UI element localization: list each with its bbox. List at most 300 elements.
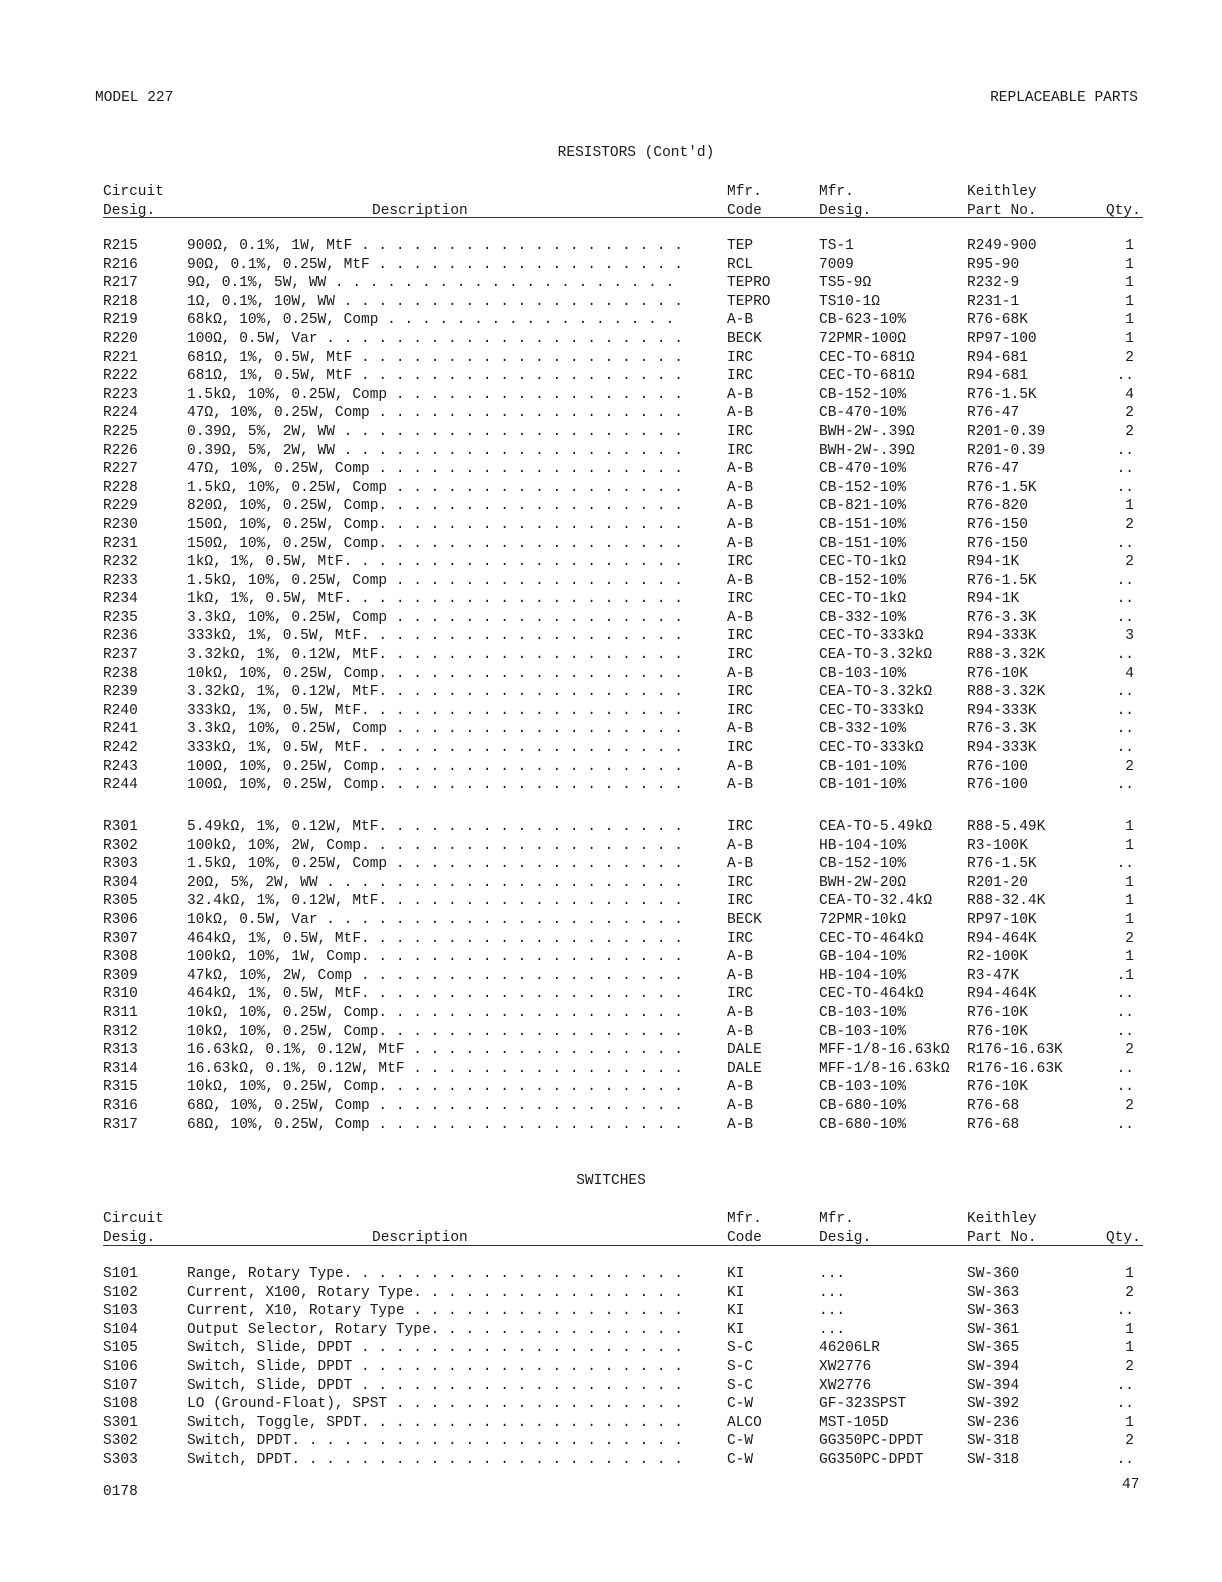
quantity: .. bbox=[1116, 1451, 1134, 1468]
keithley-part-no: R76-1.5K bbox=[967, 386, 1037, 403]
keithley-part-no: R231-1 bbox=[967, 293, 1020, 310]
table-row bbox=[0, 610, 1222, 629]
quantity: 1 bbox=[1125, 911, 1134, 928]
mfr-code: A-B bbox=[727, 1097, 754, 1114]
description: 9Ω, 0.1%, 5W, WW . . . bbox=[187, 275, 683, 291]
switches-title: SWITCHES bbox=[576, 1173, 646, 1189]
mfr-code: TEPRO bbox=[727, 293, 771, 310]
table-row bbox=[0, 968, 1222, 987]
description: 333kΩ, 1%, 0.5W, MtF. . . . bbox=[187, 628, 683, 644]
table-row bbox=[0, 1359, 1222, 1378]
description: 333kΩ, 1%, 0.5W, MtF. . . . bbox=[187, 740, 683, 756]
circuit-desig: R312 bbox=[103, 1023, 138, 1040]
mfr-desig: BWH-2W-.39Ω bbox=[819, 442, 915, 459]
quantity: .. bbox=[1116, 986, 1134, 1003]
keithley-part-no: R76-100 bbox=[967, 758, 1028, 775]
mfr-code: IRC bbox=[727, 442, 754, 459]
mfr-desig: GB-104-10% bbox=[819, 949, 907, 966]
quantity: 2 bbox=[1125, 516, 1134, 533]
mfr-desig: 72PMR-10kΩ bbox=[819, 911, 907, 928]
keithley-part-no: R88-3.32K bbox=[967, 684, 1046, 701]
mfr-desig: TS10-1Ω bbox=[819, 293, 880, 310]
mfr-code: BECK bbox=[727, 330, 762, 347]
table-row bbox=[0, 573, 1222, 592]
table-row bbox=[0, 893, 1222, 912]
circuit-desig: R237 bbox=[103, 647, 138, 664]
mfr-code: IRC bbox=[727, 986, 754, 1003]
mfr-desig: ... bbox=[819, 1303, 846, 1320]
keithley-part-no: SW-394 bbox=[967, 1358, 1020, 1375]
mfr-code: C-W bbox=[727, 1433, 754, 1450]
circuit-desig: R227 bbox=[103, 461, 138, 478]
keithley-part-no: SW-365 bbox=[967, 1340, 1020, 1357]
mfr-desig: CEA-TO-3.32kΩ bbox=[819, 684, 933, 701]
circuit-desig: R220 bbox=[103, 330, 138, 347]
circuit-desig: R317 bbox=[103, 1116, 138, 1133]
table-row bbox=[0, 405, 1222, 424]
quantity: 1 bbox=[1125, 1340, 1134, 1357]
switches-table bbox=[0, 1266, 1222, 1471]
quantity: .. bbox=[1116, 721, 1134, 738]
mfr-code: TEPRO bbox=[727, 275, 771, 292]
keithley-part-no: R94-333K bbox=[967, 628, 1037, 645]
mfr-code: A-B bbox=[727, 386, 754, 403]
quantity: 2 bbox=[1125, 554, 1134, 571]
table-row bbox=[0, 480, 1222, 499]
resistors-header-rule bbox=[103, 217, 1143, 218]
table-row bbox=[0, 591, 1222, 610]
keithley-part-no: R201-0.39 bbox=[967, 442, 1046, 459]
mfr-code: A-B bbox=[727, 1023, 754, 1040]
mfr-desig: CEC-TO-681Ω bbox=[819, 368, 915, 385]
table-row bbox=[0, 1061, 1222, 1080]
mfr-code: IRC bbox=[727, 591, 754, 608]
mfr-code: IRC bbox=[727, 647, 754, 664]
table-row bbox=[0, 517, 1222, 536]
circuit-desig: R306 bbox=[103, 911, 138, 928]
table-row bbox=[0, 1415, 1222, 1434]
mfr-desig: CEC-TO-1kΩ bbox=[819, 554, 907, 571]
mfr-desig: GF-323SPST bbox=[819, 1396, 907, 1413]
mfr-code: A-B bbox=[727, 1079, 754, 1096]
table-row bbox=[0, 986, 1222, 1005]
mfr-code: S-C bbox=[727, 1358, 754, 1375]
table-row bbox=[0, 294, 1222, 313]
table-row bbox=[0, 1322, 1222, 1341]
circuit-desig: R232 bbox=[103, 554, 138, 571]
quantity: .. bbox=[1116, 1004, 1134, 1021]
quantity: .. bbox=[1116, 702, 1134, 719]
mfr-code: ALCO bbox=[727, 1414, 762, 1431]
mfr-desig: CB-152-10% bbox=[819, 856, 907, 873]
keithley-part-no: R232-9 bbox=[967, 275, 1020, 292]
description: Switch, Toggle, SPDT. . . . bbox=[187, 1415, 683, 1431]
keithley-part-no: R76-1.5K bbox=[967, 572, 1037, 589]
mfr-desig: CB-821-10% bbox=[819, 498, 907, 515]
keithley-part-no: R176-16.63K bbox=[967, 1042, 1063, 1059]
quantity: .1 bbox=[1116, 967, 1134, 984]
keithley-part-no: R201-0.39 bbox=[967, 423, 1046, 440]
quantity: .. bbox=[1116, 647, 1134, 664]
quantity: .. bbox=[1116, 591, 1134, 608]
table-row bbox=[0, 1005, 1222, 1024]
circuit-desig: R238 bbox=[103, 665, 138, 682]
col-qty: Qty. bbox=[1106, 1230, 1141, 1246]
description: 90Ω, 0.1%, 0.25W, MtF . . . bbox=[187, 257, 683, 273]
table-row bbox=[0, 1378, 1222, 1397]
mfr-desig: TS5-9Ω bbox=[819, 275, 872, 292]
keithley-part-no: R76-150 bbox=[967, 516, 1028, 533]
description: 100Ω, 0.5W, Var . . . bbox=[187, 331, 683, 347]
quantity: 1 bbox=[1125, 1266, 1134, 1282]
mfr-code: IRC bbox=[727, 702, 754, 719]
mfr-desig: CEA-TO-32.4kΩ bbox=[819, 893, 933, 910]
circuit-desig: S103 bbox=[103, 1303, 138, 1320]
description: 820Ω, 10%, 0.25W, Comp. . . . bbox=[187, 498, 683, 514]
description: 1Ω, 0.1%, 10W, WW . . . bbox=[187, 294, 683, 310]
mfr-code: IRC bbox=[727, 554, 754, 571]
circuit-desig: R316 bbox=[103, 1097, 138, 1114]
keithley-part-no: R76-10K bbox=[967, 1004, 1028, 1021]
circuit-desig: S303 bbox=[103, 1451, 138, 1468]
keithley-part-no: R94-333K bbox=[967, 702, 1037, 719]
description: 1.5kΩ, 10%, 0.25W, Comp . . . bbox=[187, 856, 683, 872]
description: 3.32kΩ, 1%, 0.12W, MtF. . . . bbox=[187, 684, 683, 700]
keithley-part-no: R94-681 bbox=[967, 349, 1028, 366]
mfr-code: IRC bbox=[727, 893, 754, 910]
col-circuit: Circuit bbox=[103, 184, 164, 200]
mfr-desig: CEC-TO-333kΩ bbox=[819, 740, 924, 757]
keithley-part-no: SW-363 bbox=[967, 1303, 1020, 1320]
keithley-part-no: RP97-100 bbox=[967, 330, 1037, 347]
table-row bbox=[0, 1340, 1222, 1359]
keithley-part-no: R176-16.63K bbox=[967, 1060, 1063, 1077]
keithley-part-no: R95-90 bbox=[967, 256, 1020, 273]
description: 100Ω, 10%, 0.25W, Comp. . . . bbox=[187, 777, 683, 793]
table-row bbox=[0, 257, 1222, 276]
mfr-desig: CEC-TO-333kΩ bbox=[819, 628, 924, 645]
keithley-part-no: R94-464K bbox=[967, 986, 1037, 1003]
keithley-part-no: R94-681 bbox=[967, 368, 1028, 385]
mfr-code: A-B bbox=[727, 312, 754, 329]
quantity: .. bbox=[1116, 609, 1134, 626]
mfr-code: IRC bbox=[727, 368, 754, 385]
mfr-code: A-B bbox=[727, 461, 754, 478]
mfr-desig: MFF-1/8-16.63kΩ bbox=[819, 1042, 950, 1059]
description: 0.39Ω, 5%, 2W, WW . . . bbox=[187, 424, 683, 440]
keithley-part-no: R76-1.5K bbox=[967, 856, 1037, 873]
description: 1.5kΩ, 10%, 0.25W, Comp . . . bbox=[187, 480, 683, 496]
table-row bbox=[0, 759, 1222, 778]
table-row bbox=[0, 498, 1222, 517]
quantity: 2 bbox=[1125, 1042, 1134, 1059]
quantity: .. bbox=[1116, 442, 1134, 459]
circuit-desig: R302 bbox=[103, 837, 138, 854]
description: 3.3kΩ, 10%, 0.25W, Comp . . . bbox=[187, 721, 683, 737]
keithley-part-no: R76-1.5K bbox=[967, 479, 1037, 496]
mfr-desig: CB-332-10% bbox=[819, 609, 907, 626]
col-circuit: Circuit bbox=[103, 1211, 164, 1227]
mfr-desig: CB-152-10% bbox=[819, 386, 907, 403]
keithley-part-no: SW-394 bbox=[967, 1377, 1020, 1394]
table-row bbox=[0, 387, 1222, 406]
circuit-desig: R233 bbox=[103, 572, 138, 589]
table-row bbox=[0, 536, 1222, 555]
description: 3.3kΩ, 10%, 0.25W, Comp . . . bbox=[187, 610, 683, 626]
quantity: 2 bbox=[1125, 349, 1134, 366]
description: 150Ω, 10%, 0.25W, Comp. . . . bbox=[187, 536, 683, 552]
circuit-desig: R219 bbox=[103, 312, 138, 329]
quantity: 2 bbox=[1125, 1433, 1134, 1450]
mfr-code: C-W bbox=[727, 1396, 754, 1413]
description: 68kΩ, 10%, 0.25W, Comp . . . bbox=[187, 312, 683, 328]
circuit-desig: R244 bbox=[103, 777, 138, 794]
description: 16.63kΩ, 0.1%, 0.12W, MtF . . . bbox=[187, 1061, 683, 1077]
quantity: 1 bbox=[1125, 949, 1134, 966]
mfr-desig: HB-104-10% bbox=[819, 837, 907, 854]
table-row bbox=[0, 912, 1222, 931]
mfr-desig: CEC-TO-464kΩ bbox=[819, 930, 924, 947]
mfr-code: A-B bbox=[727, 967, 754, 984]
description: Switch, DPDT. . . . bbox=[187, 1452, 683, 1468]
quantity: 1 bbox=[1125, 498, 1134, 515]
keithley-part-no: R2-100K bbox=[967, 949, 1028, 966]
description: 32.4kΩ, 1%, 0.12W, MtF. . . . bbox=[187, 893, 683, 909]
mfr-desig: ... bbox=[819, 1321, 846, 1338]
table-row bbox=[0, 443, 1222, 462]
mfr-code: A-B bbox=[727, 479, 754, 496]
description: 47Ω, 10%, 0.25W, Comp . . . bbox=[187, 461, 683, 477]
circuit-desig: S108 bbox=[103, 1396, 138, 1413]
keithley-part-no: R76-3.3K bbox=[967, 609, 1037, 626]
table-row bbox=[0, 1117, 1222, 1136]
quantity: 2 bbox=[1125, 405, 1134, 422]
circuit-desig: S102 bbox=[103, 1284, 138, 1301]
mfr-desig: CEC-TO-333kΩ bbox=[819, 702, 924, 719]
mfr-desig: ... bbox=[819, 1284, 846, 1301]
mfr-desig: CB-470-10% bbox=[819, 461, 907, 478]
circuit-desig: R218 bbox=[103, 293, 138, 310]
description: 1kΩ, 1%, 0.5W, MtF. . . . bbox=[187, 591, 683, 607]
description: Switch, DPDT. . . . bbox=[187, 1433, 683, 1449]
mfr-desig: CB-151-10% bbox=[819, 516, 907, 533]
mfr-code: A-B bbox=[727, 405, 754, 422]
table-row bbox=[0, 740, 1222, 759]
table-row bbox=[0, 1042, 1222, 1061]
table-row bbox=[0, 819, 1222, 838]
mfr-code: TEP bbox=[727, 238, 754, 254]
quantity: .. bbox=[1116, 1060, 1134, 1077]
circuit-desig: R223 bbox=[103, 386, 138, 403]
table-row bbox=[0, 838, 1222, 857]
quantity: .. bbox=[1116, 1079, 1134, 1096]
quantity: 1 bbox=[1125, 312, 1134, 329]
section-header: REPLACEABLE PARTS bbox=[990, 90, 1138, 106]
keithley-part-no: R76-10K bbox=[967, 1079, 1028, 1096]
mfr-desig: CEC-TO-464kΩ bbox=[819, 986, 924, 1003]
table-row bbox=[0, 238, 1222, 257]
circuit-desig: R315 bbox=[103, 1079, 138, 1096]
mfr-code: RCL bbox=[727, 256, 754, 273]
model-label: MODEL 227 bbox=[95, 90, 174, 106]
mfr-code: IRC bbox=[727, 684, 754, 701]
quantity: 1 bbox=[1125, 293, 1134, 310]
keithley-part-no: R88-3.32K bbox=[967, 647, 1046, 664]
mfr-desig: CB-103-10% bbox=[819, 1023, 907, 1040]
table-row bbox=[0, 350, 1222, 369]
circuit-desig: R308 bbox=[103, 949, 138, 966]
quantity: .. bbox=[1116, 479, 1134, 496]
mfr-code: C-W bbox=[727, 1451, 754, 1468]
keithley-part-no: R76-68 bbox=[967, 1097, 1020, 1114]
mfr-desig: BWH-2W-.39Ω bbox=[819, 423, 915, 440]
circuit-desig: R309 bbox=[103, 967, 138, 984]
table-row bbox=[0, 647, 1222, 666]
mfr-code: A-B bbox=[727, 758, 754, 775]
keithley-part-no: SW-318 bbox=[967, 1433, 1020, 1450]
table-row bbox=[0, 1266, 1222, 1285]
quantity: 1 bbox=[1125, 238, 1134, 254]
description: 0.39Ω, 5%, 2W, WW . . . bbox=[187, 443, 683, 459]
table-row bbox=[0, 424, 1222, 443]
quantity: 1 bbox=[1125, 837, 1134, 854]
keithley-part-no: R76-68K bbox=[967, 312, 1028, 329]
mfr-desig: CEC-TO-681Ω bbox=[819, 349, 915, 366]
mfr-desig: CB-103-10% bbox=[819, 1079, 907, 1096]
mfr-desig: CB-680-10% bbox=[819, 1116, 907, 1133]
quantity: .. bbox=[1116, 1023, 1134, 1040]
mfr-code: KI bbox=[727, 1284, 745, 1301]
switches-column-headers bbox=[0, 1210, 1222, 1250]
col-part-no: Part No. bbox=[967, 203, 1037, 219]
mfr-desig: GG350PC-DPDT bbox=[819, 1451, 924, 1468]
page-number: 47 bbox=[1122, 1477, 1140, 1493]
col-mfr-code-label: Mfr. bbox=[727, 184, 762, 200]
col-description: Description bbox=[372, 1230, 468, 1246]
col-description: Description bbox=[372, 203, 468, 219]
table-row bbox=[0, 1396, 1222, 1415]
mfr-code: A-B bbox=[727, 572, 754, 589]
quantity: 2 bbox=[1125, 1358, 1134, 1375]
keithley-part-no: R76-820 bbox=[967, 498, 1028, 515]
mfr-desig: XW2776 bbox=[819, 1358, 872, 1375]
keithley-part-no: R76-10K bbox=[967, 665, 1028, 682]
resistors-table-r200 bbox=[0, 238, 1222, 796]
mfr-desig: MFF-1/8-16.63kΩ bbox=[819, 1060, 950, 1077]
table-row bbox=[0, 1024, 1222, 1043]
description: 681Ω, 1%, 0.5W, MtF . . . bbox=[187, 350, 683, 366]
keithley-part-no: R76-150 bbox=[967, 535, 1028, 552]
keithley-part-no: SW-361 bbox=[967, 1321, 1020, 1338]
mfr-code: IRC bbox=[727, 930, 754, 947]
mfr-code: A-B bbox=[727, 535, 754, 552]
keithley-part-no: R201-20 bbox=[967, 874, 1028, 891]
circuit-desig: R226 bbox=[103, 442, 138, 459]
quantity: .. bbox=[1116, 572, 1134, 589]
circuit-desig: R229 bbox=[103, 498, 138, 515]
table-row bbox=[0, 1433, 1222, 1452]
description: Current, X10, Rotary Type . . . bbox=[187, 1303, 683, 1319]
circuit-desig: R239 bbox=[103, 684, 138, 701]
circuit-desig: R304 bbox=[103, 874, 138, 891]
description: 10kΩ, 0.5W, Var . . . bbox=[187, 912, 683, 928]
resistors-table-r300 bbox=[0, 819, 1222, 1135]
description: 16.63kΩ, 0.1%, 0.12W, MtF . . . bbox=[187, 1042, 683, 1058]
description: Switch, Slide, DPDT . . . bbox=[187, 1378, 683, 1394]
quantity: .. bbox=[1116, 461, 1134, 478]
keithley-part-no: SW-236 bbox=[967, 1414, 1020, 1431]
circuit-desig: R301 bbox=[103, 819, 138, 835]
table-row bbox=[0, 703, 1222, 722]
description: 10kΩ, 10%, 0.25W, Comp. . . . bbox=[187, 666, 683, 682]
quantity: .. bbox=[1116, 368, 1134, 385]
circuit-desig: R236 bbox=[103, 628, 138, 645]
description: 68Ω, 10%, 0.25W, Comp . . . bbox=[187, 1117, 683, 1133]
mfr-code: IRC bbox=[727, 423, 754, 440]
keithley-part-no: R94-464K bbox=[967, 930, 1037, 947]
quantity: 2 bbox=[1125, 930, 1134, 947]
mfr-desig: CB-151-10% bbox=[819, 535, 907, 552]
quantity: 1 bbox=[1125, 330, 1134, 347]
description: Switch, Slide, DPDT . . . bbox=[187, 1340, 683, 1356]
mfr-desig: 72PMR-100Ω bbox=[819, 330, 907, 347]
mfr-code: A-B bbox=[727, 1116, 754, 1133]
circuit-desig: S106 bbox=[103, 1358, 138, 1375]
keithley-part-no: R76-3.3K bbox=[967, 721, 1037, 738]
keithley-part-no: R3-100K bbox=[967, 837, 1028, 854]
col-mfr-desig-label: Mfr. bbox=[819, 1211, 854, 1227]
table-row bbox=[0, 1079, 1222, 1098]
description: Current, X100, Rotary Type. . . . bbox=[187, 1285, 683, 1301]
mfr-code: IRC bbox=[727, 628, 754, 645]
description: 47Ω, 10%, 0.25W, Comp . . . bbox=[187, 405, 683, 421]
keithley-part-no: R76-47 bbox=[967, 405, 1020, 422]
circuit-desig: S104 bbox=[103, 1321, 138, 1338]
table-row bbox=[0, 684, 1222, 703]
description: 1.5kΩ, 10%, 0.25W, Comp . . . bbox=[187, 573, 683, 589]
mfr-desig: 46206LR bbox=[819, 1340, 880, 1357]
description: 5.49kΩ, 1%, 0.12W, MtF. . . . bbox=[187, 819, 683, 835]
description: 900Ω, 0.1%, 1W, MtF . . . bbox=[187, 238, 683, 254]
description: 10kΩ, 10%, 0.25W, Comp. . . . bbox=[187, 1024, 683, 1040]
description: 150Ω, 10%, 0.25W, Comp. . . . bbox=[187, 517, 683, 533]
quantity: 2 bbox=[1125, 1284, 1134, 1301]
circuit-desig: R228 bbox=[103, 479, 138, 496]
table-row bbox=[0, 1098, 1222, 1117]
circuit-desig: R242 bbox=[103, 740, 138, 757]
quantity: .. bbox=[1116, 1396, 1134, 1413]
mfr-code: S-C bbox=[727, 1377, 754, 1394]
description: Switch, Slide, DPDT . . . bbox=[187, 1359, 683, 1375]
mfr-desig: XW2776 bbox=[819, 1377, 872, 1394]
col-mfr-desig: Desig. bbox=[819, 203, 872, 219]
table-row bbox=[0, 628, 1222, 647]
circuit-desig: R243 bbox=[103, 758, 138, 775]
mfr-code: S-C bbox=[727, 1340, 754, 1357]
mfr-code: A-B bbox=[727, 1004, 754, 1021]
mfr-code: A-B bbox=[727, 609, 754, 626]
circuit-desig: S301 bbox=[103, 1414, 138, 1431]
quantity: 1 bbox=[1125, 893, 1134, 910]
table-row bbox=[0, 554, 1222, 573]
keithley-part-no: R249-900 bbox=[967, 238, 1037, 254]
description: 1.5kΩ, 10%, 0.25W, Comp . . . bbox=[187, 387, 683, 403]
description: 10kΩ, 10%, 0.25W, Comp. . . . bbox=[187, 1005, 683, 1021]
circuit-desig: R234 bbox=[103, 591, 138, 608]
mfr-desig: CB-152-10% bbox=[819, 572, 907, 589]
col-mfr-desig: Desig. bbox=[819, 1230, 872, 1246]
mfr-desig: CEA-TO-3.32kΩ bbox=[819, 647, 933, 664]
